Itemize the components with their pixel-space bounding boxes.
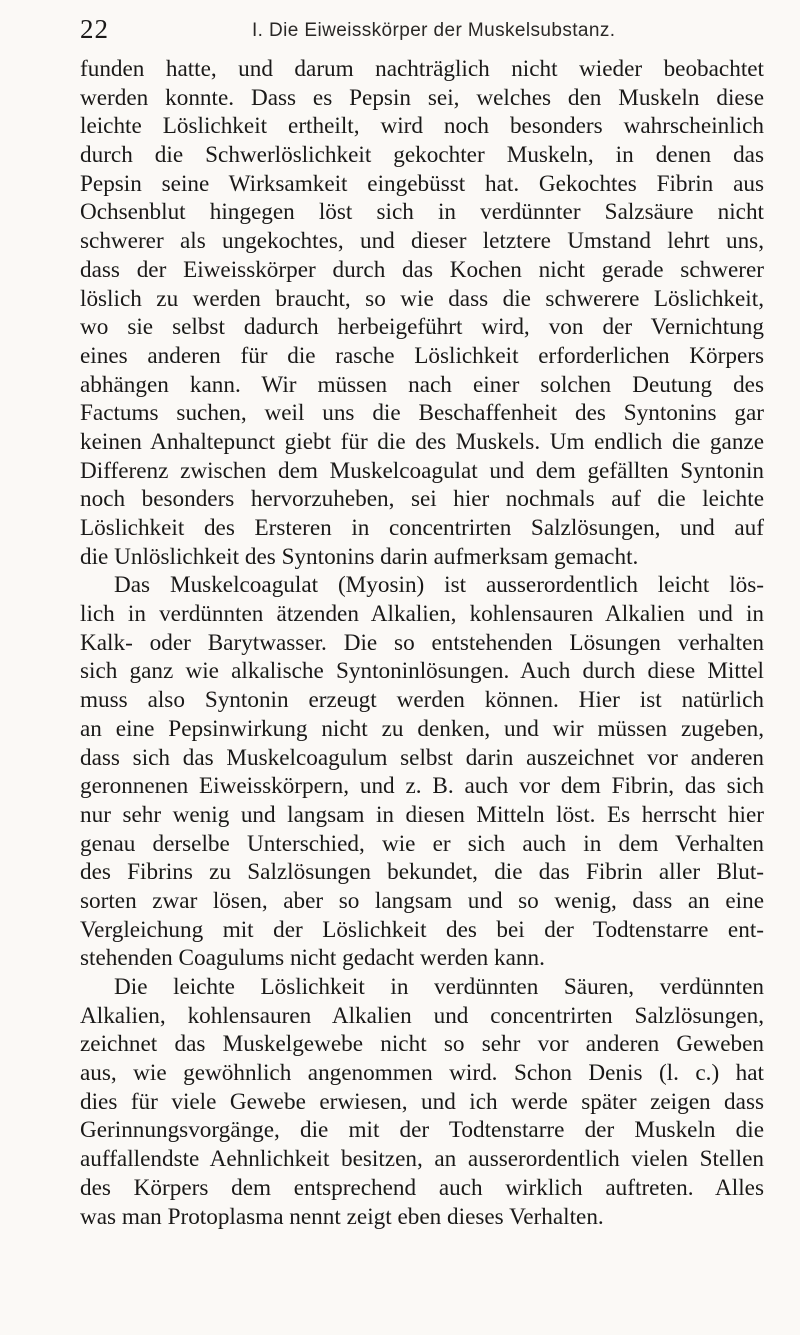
text-line: stehenden Coagulums nicht gedacht werden kann. <box>80 945 545 972</box>
text-line: werden konnte. Dass es Pepsin sei, welches den Muskeln diese <box>80 84 764 111</box>
text-line: Gerinnungsvorgänge, die mit der Todtenstarre der Muskeln die <box>80 1117 764 1144</box>
text-line: dass der Eiweisskörper durch das Kochen nicht gerade schwerer <box>80 256 764 283</box>
text-line: auffallendste Aehnlichkeit besitzen, an ausserordentlich vielen Stellen <box>80 1146 764 1173</box>
text-line: Alkalien, kohlensauren Alkalien und concentrirten Salzlösungen, <box>80 1002 764 1029</box>
text-line: lich in verdünnten ätzenden Alkalien, kohlensauren Alkalien und in <box>80 601 764 628</box>
text-line: an eine Pepsinwirkung nicht zu denken, und wir müssen zugeben, <box>80 715 764 742</box>
text-line: des Fibrins zu Salzlösungen bekundet, die das Fibrin aller Blut- <box>80 859 764 886</box>
text-line: des Körpers dem entsprechend auch wirklich auftreten. Alles <box>80 1174 764 1201</box>
text-line: keinen Anhaltepunct giebt für die des Muskels. Um endlich die ganze <box>80 428 764 455</box>
text-line: wo sie selbst dadurch herbeigeführt wird, von der Vernichtung <box>80 314 764 341</box>
text-line: was man Protoplasma nennt zeigt eben dieses Verhalten. <box>80 1203 604 1230</box>
text-line: sorten zwar lösen, aber so langsam und so wenig, dass an eine <box>80 887 764 914</box>
text-line: schwerer als ungekochtes, und dieser letztere Umstand lehrt uns, <box>80 228 764 255</box>
page-number: 22 <box>80 14 109 44</box>
body-text <box>80 55 764 1231</box>
running-title: I. Die Eiweisskörper der Muskelsubstanz. <box>252 20 616 41</box>
text-line: noch besonders hervorzuheben, sei hier nochmals auf die leichte <box>80 486 764 513</box>
text-line: Factums suchen, weil uns die Beschaffenheit des Syntonins gar <box>80 400 764 427</box>
text-line: Löslichkeit des Ersteren in concentrirten Salzlösungen, und auf <box>80 515 764 541</box>
text-line: die Unlöslichkeit des Syntonins darin aufmerksam gemacht. <box>80 543 639 570</box>
text-line: geronnenen Eiweisskörpern, und z. B. auch vor dem Fibrin, das sich <box>80 773 764 800</box>
text-line: Die leichte Löslichkeit in verdünnten Säuren, verdünnten <box>114 974 764 1000</box>
text-line: Ochsenblut hingegen löst sich in verdünnter Salzsäure nicht <box>80 199 764 226</box>
text-line: durch die Schwerlöslichkeit gekochter Muskeln, in denen das <box>80 142 764 169</box>
text-line: Das Muskelcoagulat (Myosin) ist ausserordentlich leicht lös- <box>114 572 764 599</box>
text-line: Vergleichung mit der Löslichkeit des bei der Todtenstarre ent- <box>80 916 764 943</box>
text-line: löslich zu werden braucht, so wie dass die schwerere Löslichkeit, <box>80 285 764 312</box>
text-line: sich ganz wie alkalische Syntoninlösungen. Auch durch diese Mittel <box>80 658 764 685</box>
text-line: dass sich das Muskelcoagulum selbst darin auszeichnet vor anderen <box>80 744 764 771</box>
text-line: dies für viele Gewebe erwiesen, und ich werde später zeigen dass <box>80 1088 764 1115</box>
text-line: genau derselbe Unterschied, wie er sich auch in dem Verhalten <box>80 830 764 857</box>
text-line: funden hatte, und darum nachträglich nicht wieder beobachtet <box>80 56 764 82</box>
text-line: muss also Syntonin erzeugt werden können. Hier ist natürlich <box>80 687 764 714</box>
text-line: aus, wie gewöhnlich angenommen wird. Schon Denis (l. c.) hat <box>80 1060 764 1087</box>
text-line: leichte Löslichkeit ertheilt, wird noch besonders wahrscheinlich <box>80 113 764 140</box>
text-line: Kalk- oder Barytwasser. Die so entstehenden Lösungen verhalten <box>80 629 764 656</box>
text-line: Pepsin seine Wirksamkeit eingebüsst hat. Gekochtes Fibrin aus <box>80 170 764 197</box>
text-line: nur sehr wenig und langsam in diesen Mitteln löst. Es herrscht hier <box>80 801 764 828</box>
text-line: abhängen kann. Wir müssen nach einer solchen Deutung des <box>80 371 764 398</box>
text-line: eines anderen für die rasche Löslichkeit erforderlichen Körpers <box>80 342 764 369</box>
running-head <box>80 14 780 44</box>
text-line: zeichnet das Muskelgewebe nicht so sehr vor anderen Geweben <box>80 1031 764 1058</box>
text-line: Differenz zwischen dem Muskelcoagulat und dem gefällten Syntonin <box>80 457 764 484</box>
